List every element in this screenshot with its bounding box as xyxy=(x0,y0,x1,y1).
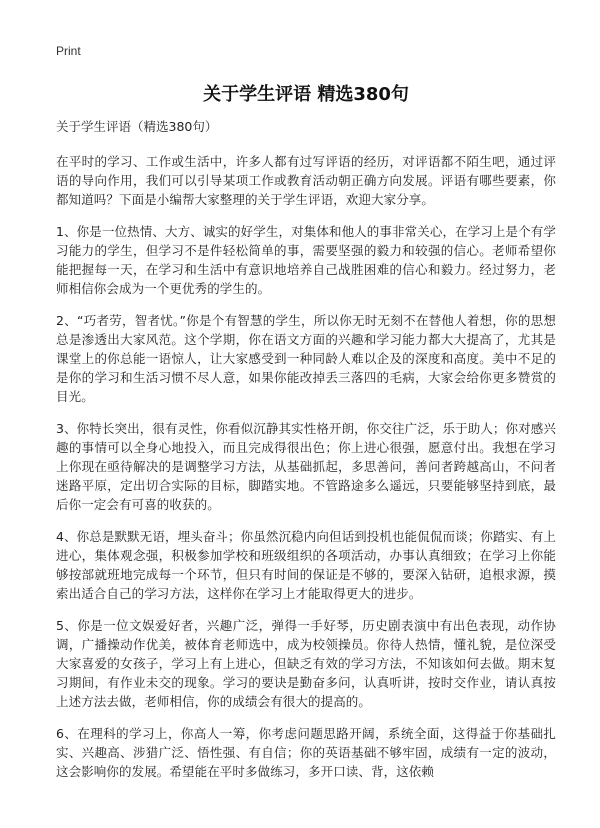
paragraph-1: 1、你是一位热情、大方、诚实的好学生，对集体和他人的事非常关心，在学习上是个有学习能力的学生，但学习不是件轻松简单的事，需要坚强的毅力和较强的信心。老师希望你能把握每一天，在学习和生活中有意识地培养自己战胜困难的信心和毅力。经过努力，老师相信你会成为一个更优秀的学生的。 xyxy=(56,224,556,296)
paragraph-5: 5、你是一位文娱爱好者，兴趣广泛，弹得一手好琴，历史剧表演中有出色表现，动作协调，广播操动作优美，被体育老师选中，成为校领操员。你待人热情，懂礼貌，是位深受大家喜爱的女孩子，学习上有上进心，但缺乏有效的学习方法，不知该如何去做。期末复习期间，有作业未交的现象。学习的要诀是勤奋多问，认真听讲，按时交作业，请认真按上述方法去做，老师相信，你的成绩会有很大的提高的。 xyxy=(56,618,556,709)
paragraph-2: 2、“巧者劳，智者忧。”你是个有智慧的学生，所以你无时无刻不在替他人着想，你的思想总是渗透出大家风范。这个学期，你在语文方面的兴趣和学习能力都大大提高了，尤其是课堂上的你总能一语惊人，让大家感受到一种同龄人难以企及的深度和高度。美中不足的是你的学习和生活习惯不尽人意，如果你能改掉丢三落四的毛病，大家会给你更多赞赏的目光。 xyxy=(56,313,556,404)
print-link[interactable]: Print xyxy=(56,44,81,58)
page-title: 关于学生评语 精选380句 xyxy=(203,84,409,105)
paragraph-4: 4、你总是默默无语，埋头奋斗；你虽然沉稳内向但话到投机也能侃侃而谈；你踏实、有上进心，集体观念强，积极参加学校和班级组织的各项活动，办事认真细致；在学习上你能够按部就班地完成每一个环节，但只有时间的保证是不够的，要深入钻研，追根求源，摸索出适合自己的学习方法，这样你在学习上才能取得更大的进步。 xyxy=(56,529,556,601)
paragraph-intro: 在平时的学习、工作或生活中，许多人都有过写评语的经历，对评语都不陌生吧，通过评语的导向作用，我们可以引导某项工作或教育活动朝正确方向发展。评语有哪些要素，你都知道吗？下面是小编帮大家整理的关于学生评语，欢迎大家分享。 xyxy=(56,154,556,207)
paragraph-3: 3、你特长突出，很有灵性，你看似沉静其实性格开朗，你交往广泛，乐于助人；你对感兴趣的事情可以全身心地投入，而且完成得很出色；你上进心很强，愿意付出。我想在学习上你现在亟待解决的是调整学习方法，从基础抓起，多思善问，善问者跨越高山，不问者迷路平原，定出切合实际的目标，脚踏实地。不管路途多么遥远，只要能够坚持到底，最后你一定会有可喜的收获的。 xyxy=(56,421,556,512)
paragraph-6: 6、在理科的学习上，你高人一筹，你考虑问题思路开阔，系统全面，这得益于你基础扎实、兴趣高、涉猎广泛、悟性强、有自信；你的英语基础不够牢固，成绩有一定的波动，这会影响你的发展。希望能在平时多做练习，多开口读、背，这依赖 xyxy=(56,726,556,779)
document-body xyxy=(56,118,556,794)
document-subtitle: 关于学生评语（精选380句） xyxy=(56,119,218,134)
